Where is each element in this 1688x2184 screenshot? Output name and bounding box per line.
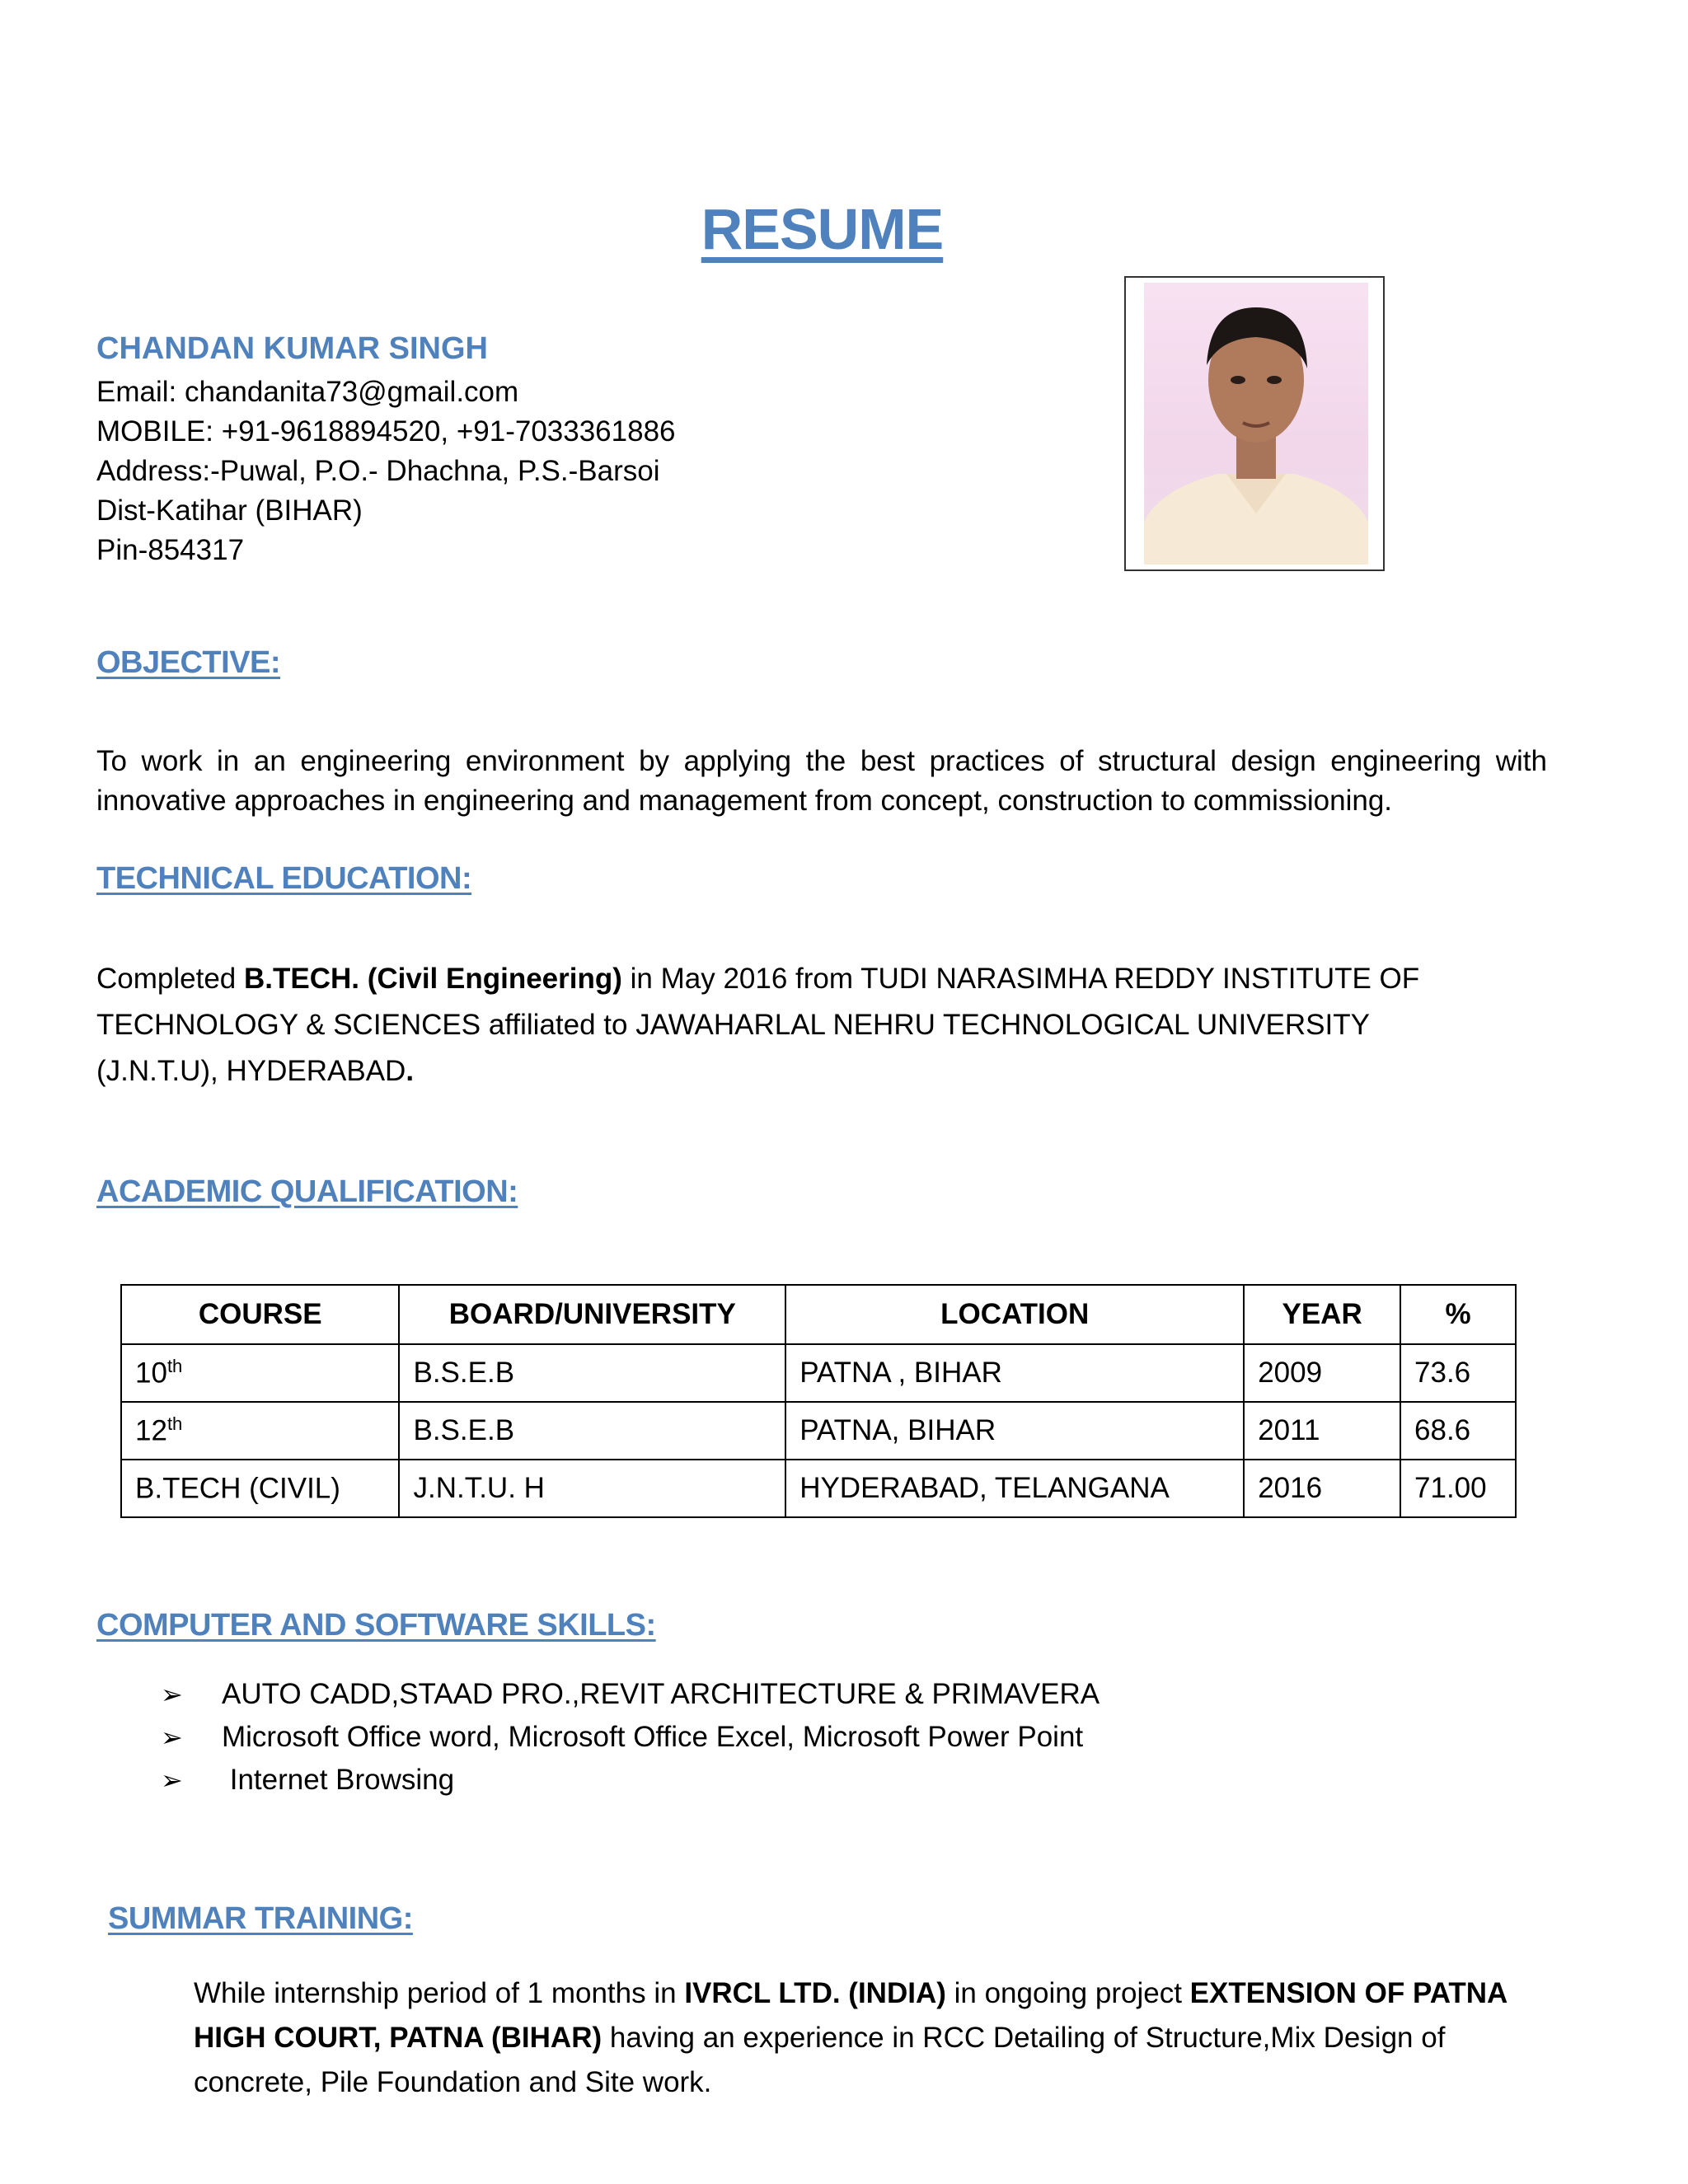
board-cell: B.S.E.B	[399, 1402, 785, 1460]
location-cell: HYDERABAD, TELANGANA	[785, 1460, 1244, 1517]
skill-text: AUTO CADD,STAAD PRO.,REVIT ARCHITECTURE & PRIMAVERA	[222, 1678, 1100, 1710]
location-cell: PATNA , BIHAR	[785, 1344, 1244, 1402]
skill-text: Microsoft Office word, Microsoft Office Excel, Microsoft Power Point	[222, 1721, 1084, 1753]
column-header: %	[1400, 1285, 1516, 1344]
technical-education-heading: TECHNICAL EDUCATION:	[96, 861, 472, 896]
percent-cell: 68.6	[1400, 1402, 1516, 1460]
technical-education-text	[96, 956, 1498, 1094]
percent-cell: 73.6	[1400, 1344, 1516, 1402]
email-line: Email: chandanita73@gmail.com	[96, 376, 519, 408]
table-row	[121, 1460, 1516, 1517]
percent-cell: 71.00	[1400, 1460, 1516, 1517]
column-header: LOCATION	[785, 1285, 1244, 1344]
mobile-line: MOBILE: +91-9618894520, +91-7033361886	[96, 415, 676, 448]
list-item	[161, 1673, 1100, 1716]
academic-table	[120, 1284, 1517, 1518]
tech-edu-text-1: Completed	[96, 963, 244, 995]
arrow-bullet-icon: ➢	[161, 1722, 183, 1752]
academic-heading: ACADEMIC QUALIFICATION:	[96, 1174, 518, 1209]
pin-line: Pin-854317	[96, 534, 245, 566]
location-cell: PATNA, BIHAR	[785, 1402, 1244, 1460]
column-header: BOARD/UNIVERSITY	[399, 1285, 785, 1344]
resume-title: RESUME	[701, 197, 944, 261]
contact-block	[96, 373, 676, 570]
year-cell: 2011	[1244, 1402, 1400, 1460]
table-row	[121, 1402, 1516, 1460]
course-cell: 10th	[121, 1344, 399, 1402]
tech-edu-degree: B.TECH. (Civil Engineering)	[243, 963, 622, 995]
address-line: Address:-Puwal, P.O.- Dhachna, P.S.-Barsoi	[96, 455, 660, 487]
arrow-bullet-icon: ➢	[161, 1680, 183, 1709]
table-row	[121, 1344, 1516, 1402]
skills-heading: COMPUTER AND SOFTWARE SKILLS:	[96, 1608, 656, 1643]
list-item	[161, 1716, 1100, 1759]
training-text: While internship period of 1 months in IVRCL LTD. (INDIA) in ongoing project EXTENSION OF PATNA HIGH COURT, PATNA (BIHAR) having an experience in RCC Detailing of Structure,Mix Design of concrete, Pile Foundation and Site work.	[194, 1977, 1507, 2098]
objective-heading: OBJECTIVE:	[96, 645, 281, 680]
year-cell: 2016	[1244, 1460, 1400, 1517]
skills-list	[161, 1673, 1100, 1802]
training-heading: SUMMAR TRAINING:	[108, 1901, 413, 1936]
board-cell: J.N.T.U. H	[399, 1460, 785, 1517]
arrow-bullet-icon: ➢	[161, 1765, 183, 1795]
course-cell: B.TECH (CIVIL)	[121, 1460, 399, 1517]
board-cell: B.S.E.B	[399, 1344, 785, 1402]
photo-background	[1144, 283, 1368, 565]
project-name: EXTENSION OF PATNA HIGH COURT, PATNA (BIHAR)	[194, 1977, 1507, 2054]
column-header: YEAR	[1244, 1285, 1400, 1344]
year-cell: 2009	[1244, 1344, 1400, 1402]
company-name: IVRCL LTD. (INDIA)	[684, 1977, 946, 2009]
skill-text: Internet Browsing	[222, 1764, 455, 1796]
objective-text: To work in an engineering environment by applying the best practices of structural design engineering with innovative approaches in engineering and management from concept, construction to commissioning.	[96, 745, 1547, 817]
list-item	[161, 1759, 1100, 1802]
table-header-row	[121, 1285, 1516, 1344]
tech-edu-text-2: in May 2016 from TUDI NARASIMHA REDDY INSTITUTE OF TECHNOLOGY & SCIENCES affiliated to JAWAHARLAL NEHRU TECHNOLOGICAL UNIVERSITY (J.N.T.U), HYDERABAD	[96, 963, 1420, 1087]
district-line: Dist-Katihar (BIHAR)	[96, 494, 363, 527]
course-cell: 12th	[121, 1402, 399, 1460]
profile-photo	[1124, 276, 1385, 571]
tech-edu-period: .	[406, 1055, 415, 1087]
candidate-name: CHANDAN KUMAR SINGH	[96, 331, 488, 366]
column-header: COURSE	[121, 1285, 399, 1344]
person-portrait-icon	[1144, 283, 1368, 565]
